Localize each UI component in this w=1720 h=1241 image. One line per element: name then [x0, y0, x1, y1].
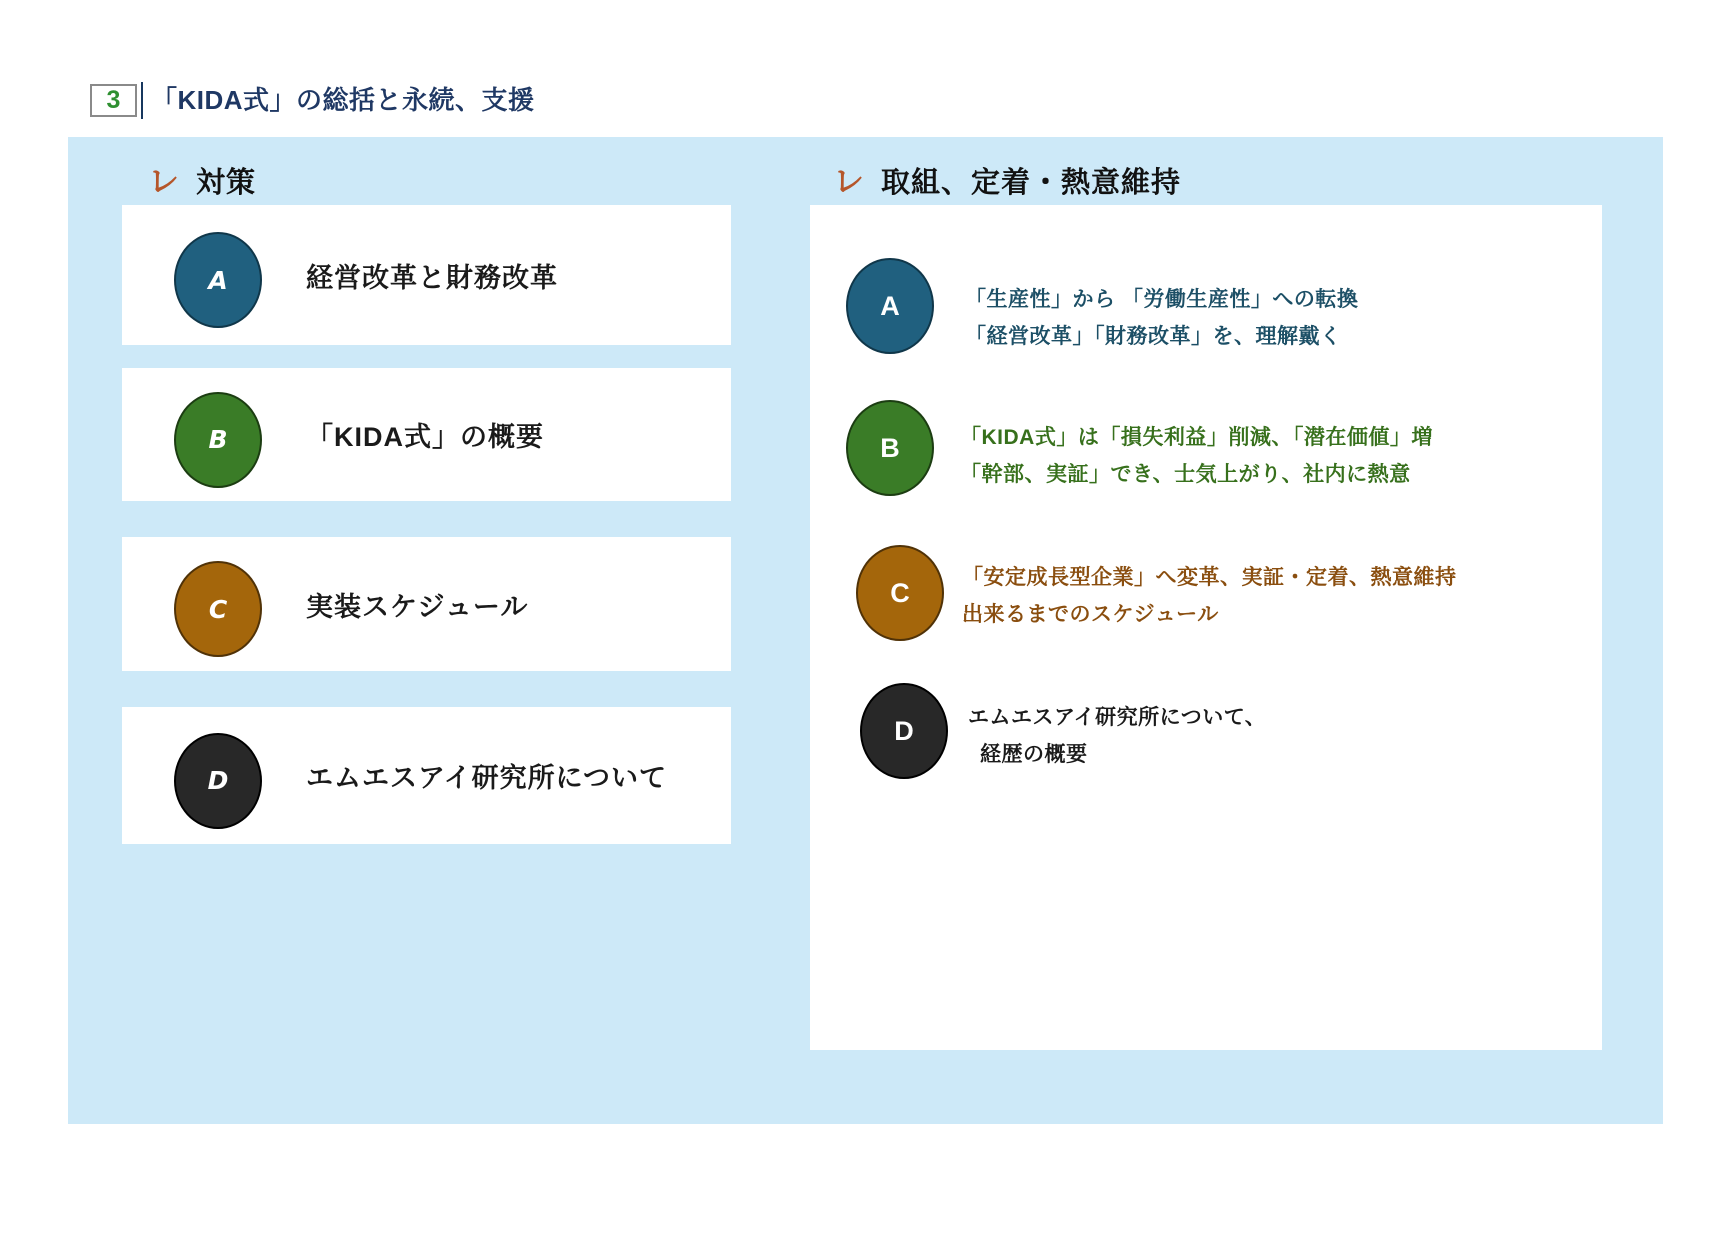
detail-circle-a: [846, 258, 934, 354]
detail-text-d: [968, 699, 1266, 773]
detail-text-b-line2: 「幹部、実証」でき、士気上がり、社内に熱意: [960, 463, 1411, 486]
detail-circle-d: [860, 683, 948, 779]
agenda-item-d: [122, 707, 731, 844]
right-heading-text: 取組、定着・熱意維持: [881, 167, 1182, 199]
detail-circle-b: [846, 400, 934, 496]
left-column-heading: [148, 160, 256, 201]
detail-text-a-line2: 「経営改革」「財務改革」を、理解戴く: [965, 325, 1342, 348]
page-title: 「KIDA式」の総括と永続、支援: [141, 82, 535, 119]
agenda-item-c-label: 実装スケジュール: [306, 591, 529, 622]
detail-text-b-line1: 「KIDA式」は「損失利益」削減、「潜在価値」増: [960, 426, 1433, 449]
left-heading-text: 対策: [196, 167, 257, 199]
detail-text-d-line1: エムエスアイ研究所について、: [968, 706, 1267, 729]
circle-b-badge: [174, 392, 262, 488]
detail-text-c-line1: 「安定成長型企業」へ変革、実証・定着、熱意維持: [962, 566, 1457, 589]
detail-text-a: [965, 281, 1358, 355]
agenda-item-b-label: 「KIDA式」の概要: [306, 422, 544, 452]
check-icon: レ: [148, 164, 179, 199]
agenda-item-a-label: 経営改革と財務改革: [306, 262, 558, 293]
circle-d-badge: [174, 733, 262, 829]
section-number: 3: [106, 86, 121, 114]
detail-text-d-line2: 経歴の概要: [980, 743, 1088, 766]
detail-circle-d-letter: D: [894, 715, 914, 746]
detail-circle-a-letter: A: [880, 290, 900, 321]
detail-text-a-line1: 「生産性」から 「労働生産性」への転換: [965, 288, 1359, 311]
detail-circle-c-letter: C: [890, 577, 910, 608]
circle-c-badge: [174, 561, 262, 657]
agenda-item-a: [122, 205, 731, 345]
detail-text-c-line2: 出来るまでのスケジュール: [962, 603, 1219, 626]
right-column-heading: [833, 160, 1181, 201]
circle-a-letter: A: [208, 265, 228, 295]
circle-a-badge: [174, 232, 262, 328]
circle-c-letter: C: [208, 594, 228, 624]
detail-text-b: [960, 419, 1433, 493]
circle-b-letter: B: [208, 425, 228, 454]
circle-d-letter: D: [207, 766, 229, 795]
agenda-item-b: [122, 368, 731, 501]
right-detail-panel: [810, 205, 1602, 1050]
agenda-item-c: [122, 537, 731, 671]
detail-circle-b-letter: B: [880, 432, 900, 463]
detail-circle-c: [856, 545, 944, 641]
detail-text-c: [962, 559, 1457, 633]
section-number-badge: [90, 84, 137, 117]
check-icon: レ: [833, 164, 864, 199]
agenda-item-d-label: エムエスアイ研究所について: [306, 763, 668, 793]
